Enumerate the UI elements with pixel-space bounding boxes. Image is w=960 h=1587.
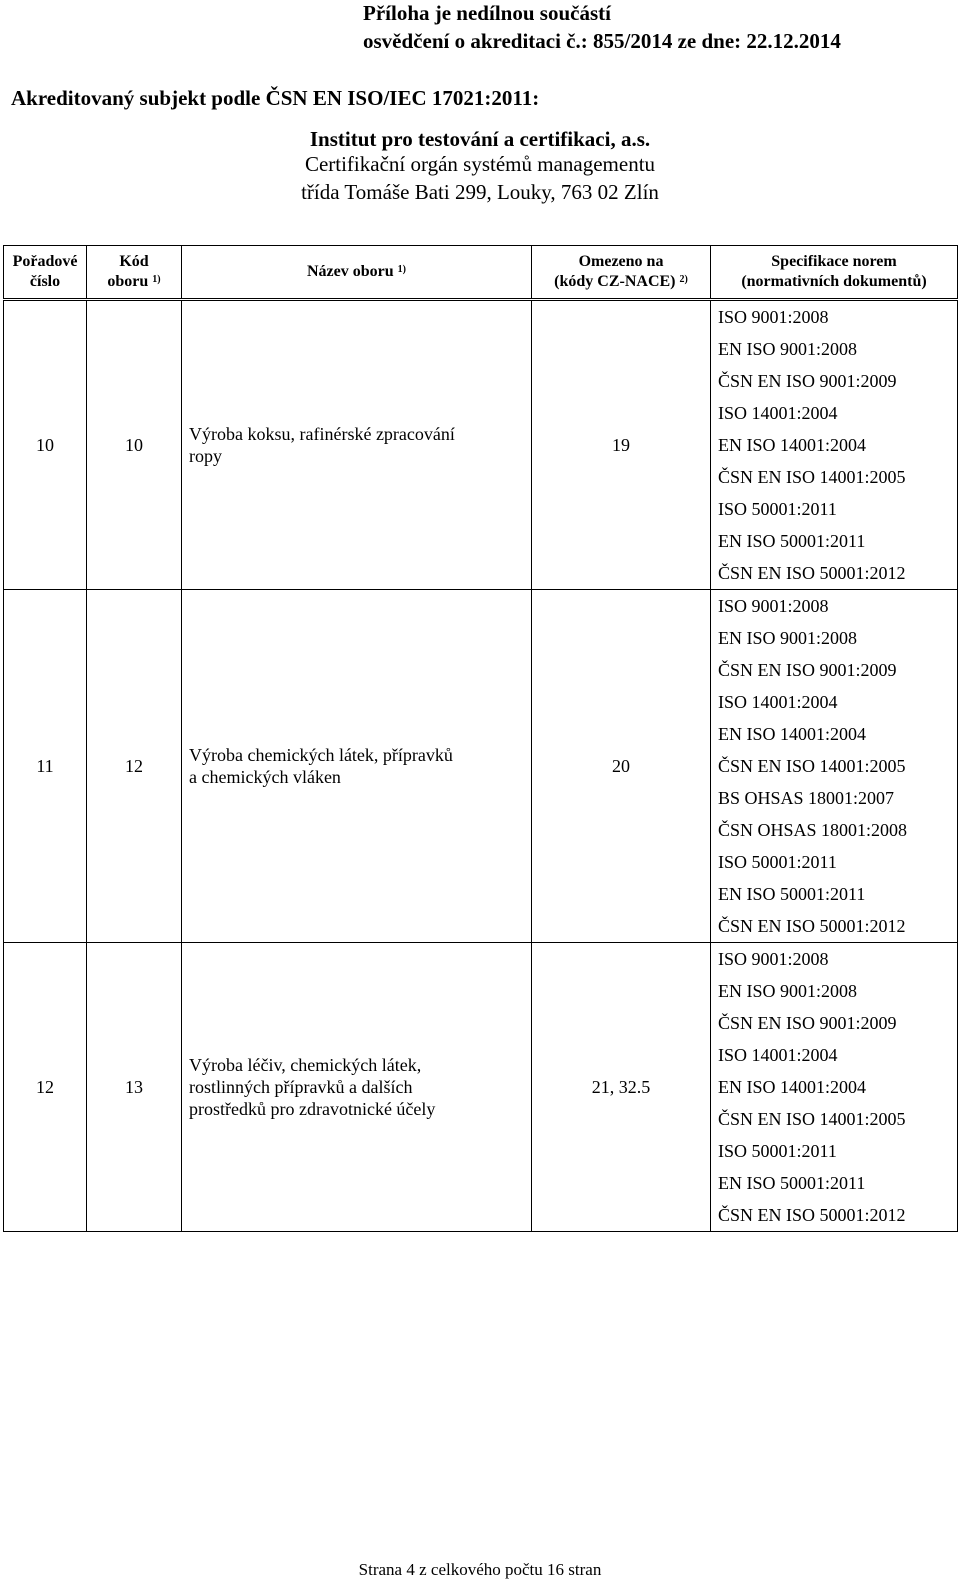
nace-codes: 21, 32.5 bbox=[532, 943, 711, 1232]
annex-note-line-2: osvědčení o akreditaci č.: 855/2014 ze dne: 22.12.2014 bbox=[363, 29, 841, 53]
spec-item: ISO 9001:2008 bbox=[718, 307, 829, 327]
scope-table bbox=[3, 245, 958, 1232]
nace-codes: 20 bbox=[532, 590, 711, 943]
spec-item: ISO 50001:2011 bbox=[718, 499, 837, 519]
page-footer: Strana 4 z celkového počtu 16 stran bbox=[358, 1560, 602, 1579]
spec-item: EN ISO 14001:2004 bbox=[718, 435, 866, 455]
spec-item: ISO 14001:2004 bbox=[718, 403, 838, 423]
col-header-spec: Specifikace norem (normativních dokumentů) bbox=[711, 246, 958, 300]
footnote-marker: 1) bbox=[397, 264, 406, 275]
institute-name: Institut pro testování a certifikaci, a.s. bbox=[309, 127, 651, 151]
field-code: 10 bbox=[87, 300, 182, 590]
col-header-code: Kód oboru $^{1)}$ bbox=[87, 246, 182, 300]
spec-item: ČSN EN ISO 9001:2009 bbox=[718, 1013, 897, 1033]
spec-item: ČSN EN ISO 14001:2005 bbox=[718, 1109, 906, 1129]
spec-item: EN ISO 14001:2004 bbox=[718, 724, 866, 744]
spec-item: EN ISO 50001:2011 bbox=[718, 1173, 866, 1193]
field-code: 13 bbox=[87, 943, 182, 1232]
spec-item: ISO 50001:2011 bbox=[718, 1141, 837, 1161]
spec-item: ISO 9001:2008 bbox=[718, 596, 829, 616]
spec-item: ČSN EN ISO 50001:2012 bbox=[718, 1205, 906, 1225]
col-header-nace: Omezeno na (kódy CZ-NACE) $^{2)}$ bbox=[532, 246, 711, 300]
spec-item: ČSN EN ISO 9001:2009 bbox=[718, 371, 897, 391]
field-name: Výroba léčiv, chemických látek, rostlinných přípravků a dalších prostředků pro zdravotnické účely bbox=[182, 943, 532, 1232]
table-row bbox=[4, 300, 958, 590]
field-name: Výroba chemických látek, přípravků a chemických vláken bbox=[182, 590, 532, 943]
field-code: 12 bbox=[87, 590, 182, 943]
spec-item: EN ISO 14001:2004 bbox=[718, 1077, 866, 1097]
footnote-marker: 2) bbox=[679, 274, 688, 285]
col-header-name: Název oboru $^{1)}$ bbox=[182, 246, 532, 300]
spec-item: EN ISO 9001:2008 bbox=[718, 981, 857, 1001]
certification-body-name: Certifikační orgán systémů managementu bbox=[304, 152, 656, 176]
spec-list bbox=[711, 590, 958, 943]
spec-item: ČSN EN ISO 50001:2012 bbox=[718, 563, 906, 583]
spec-item: ISO 9001:2008 bbox=[718, 949, 829, 969]
spec-item: ČSN EN ISO 14001:2005 bbox=[718, 756, 906, 776]
col-header-order: Pořadové číslo bbox=[4, 246, 87, 300]
order-number: 12 bbox=[4, 943, 87, 1232]
spec-item: EN ISO 9001:2008 bbox=[718, 339, 857, 359]
table-body bbox=[4, 300, 958, 1232]
footnote-marker: 1) bbox=[152, 274, 161, 285]
spec-list bbox=[711, 300, 958, 590]
order-number: 11 bbox=[4, 590, 87, 943]
annex-note-line-1: Příloha je nedílnou součástí bbox=[363, 1, 611, 25]
spec-item: ČSN EN ISO 14001:2005 bbox=[718, 467, 906, 487]
spec-list bbox=[711, 943, 958, 1232]
spec-item: ISO 14001:2004 bbox=[718, 692, 838, 712]
spec-item: EN ISO 50001:2011 bbox=[718, 884, 866, 904]
spec-item: EN ISO 50001:2011 bbox=[718, 531, 866, 551]
institute-address: třída Tomáše Bati 299, Louky, 763 02 Zlín bbox=[301, 180, 659, 204]
table-row bbox=[4, 943, 958, 1232]
spec-item: ISO 50001:2011 bbox=[718, 852, 837, 872]
table-row bbox=[4, 590, 958, 943]
nace-codes: 19 bbox=[532, 300, 711, 590]
spec-item: ISO 14001:2004 bbox=[718, 1045, 838, 1065]
table-header-row bbox=[4, 246, 958, 300]
order-number: 10 bbox=[4, 300, 87, 590]
field-name: Výroba koksu, rafinérské zpracování ropy bbox=[182, 300, 532, 590]
spec-item: ČSN OHSAS 18001:2008 bbox=[718, 820, 908, 840]
spec-item: ČSN EN ISO 50001:2012 bbox=[718, 916, 906, 936]
accredited-subject-line: Akreditovaný subjekt podle ČSN EN ISO/IEC 17021:2011: bbox=[11, 86, 540, 110]
spec-item: BS OHSAS 18001:2007 bbox=[718, 788, 895, 808]
spec-item: EN ISO 9001:2008 bbox=[718, 628, 857, 648]
spec-item: ČSN EN ISO 9001:2009 bbox=[718, 660, 897, 680]
